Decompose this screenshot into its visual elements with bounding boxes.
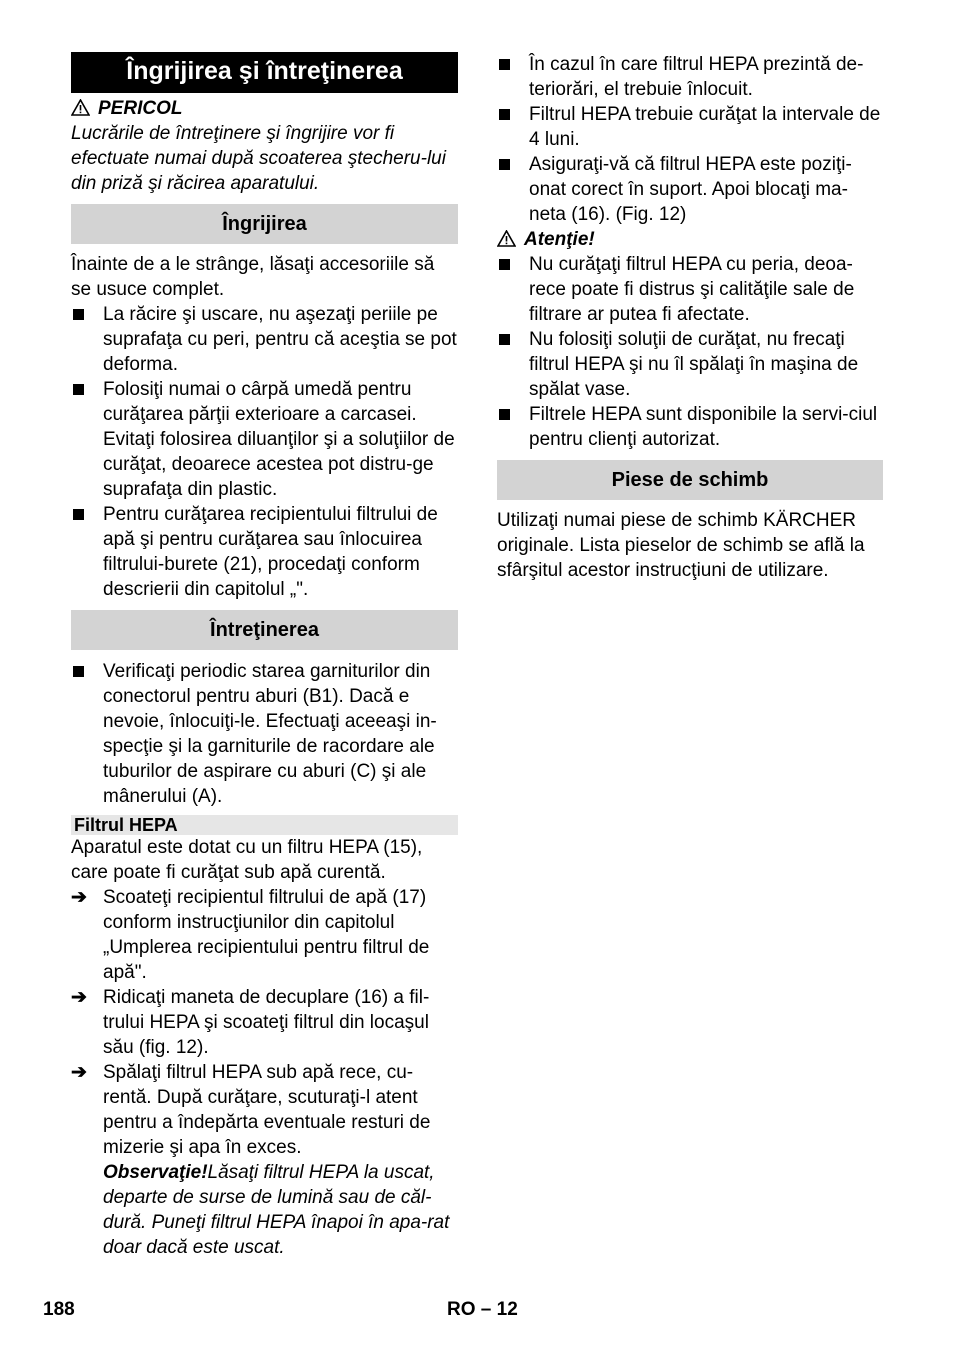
warning-triangle-icon <box>71 99 90 116</box>
bullet-square-icon <box>499 109 510 120</box>
note <box>71 1160 458 1260</box>
step-item: ➔ Ridicaţi maneta de decuplare (16) a fil-trului HEPA şi scoateţi filtrul din locaşul său (fig. 12). <box>71 987 430 1058</box>
bullet-square-icon <box>73 509 84 520</box>
list-item: Nu folosiţi soluţii de curăţat, nu frecaţi filtrul HEPA şi nu îl spălaţi în maşina de spălat vase. <box>497 327 883 402</box>
danger-label: PERICOL <box>98 98 183 119</box>
care-heading: Îngrijirea <box>71 204 458 244</box>
list-item: În cazul în care filtrul HEPA prezintă de-teriorări, el trebuie înlocuit. <box>497 52 883 102</box>
step-item: ➔ Scoateţi recipientul filtrului de apă (17) conform instrucţiunilor din capitolul „Umplerea recipientului pentru filtrul de apă". <box>71 887 430 983</box>
danger-text: Lucrările de întreţinere şi îngrijire vor fi efectuate numai după scoaterea ştecheru-lui din priză şi răcirea aparatului. <box>71 123 446 194</box>
bullet-square-icon <box>499 259 510 270</box>
arrow-right-icon: ➔ <box>71 887 87 908</box>
arrow-right-icon: ➔ <box>71 987 87 1008</box>
bullet-square-icon <box>499 159 510 170</box>
danger-warning <box>71 96 458 121</box>
left-column <box>71 52 458 1260</box>
care-intro: Înainte de a le strânge, lăsaţi accesoriile să se usuce complet. <box>71 254 435 300</box>
bullet-square-icon <box>73 309 84 320</box>
caution-warning <box>497 227 883 252</box>
bullet-square-icon <box>73 666 84 677</box>
arrow-right-icon: ➔ <box>71 1062 87 1083</box>
hepa-heading: Filtrul HEPA <box>71 815 458 835</box>
section-label: RO – 12 <box>447 1299 518 1320</box>
bullet-square-icon <box>499 334 510 345</box>
bullet-square-icon <box>499 409 510 420</box>
list-item: La răcire şi uscare, nu aşezaţi periile pe suprafaţa cu peri, pentru că aceştia se pot deforma. <box>71 302 458 377</box>
list-item: Pentru curăţarea recipientului filtrului de apă şi pentru curăţarea sau înlocuirea filtrului-burete (21), procedaţi conform descrierii din capitolul „". <box>71 502 458 602</box>
list-item: Nu curăţaţi filtrul HEPA cu peria, deoa-rece poate fi distrus şi calităţile sale de filtrare ar putea fi afectate. <box>497 252 883 327</box>
right-column <box>497 52 883 583</box>
list-item: Asiguraţi-vă că filtrul HEPA este poziţi-onat corect în suport. Apoi blocaţi ma-neta (16). (Fig. 12) <box>497 152 883 227</box>
note-text: Lăsaţi filtrul HEPA la uscat, departe de surse de lumină sau de căl-dură. Puneţi filtrul HEPA înapoi în apa-rat doar dacă este uscat. <box>103 1162 450 1258</box>
bullet-square-icon <box>499 59 510 70</box>
parts-text: Utilizaţi numai piese de schimb KÄRCHER originale. Lista pieselor de schimb se află la sfârşitul acestor instrucţiuni de utilizare. <box>497 510 865 581</box>
list-item: Filtrul HEPA trebuie curăţat la intervale de 4 luni. <box>497 102 883 152</box>
list-item: Verificaţi periodic starea garniturilor din conectorul pentru aburi (B1). Dacă e nevoie, înlocuiţi-le. Efectuaţi aceeaşi in-specţie şi la garniturile de racordare ale tuburilor de aspirare cu aburi (C) şi ale mânerului (A). <box>71 659 458 809</box>
step-item: ➔ Spălaţi filtrul HEPA sub apă rece, cu-rentă. După curăţare, scuturaţi-l atent pentru a îndepărta eventuale resturi de mizerie şi apa în exces. <box>71 1062 431 1158</box>
warning-triangle-icon <box>497 230 516 247</box>
caution-label: Atenţie! <box>524 229 595 250</box>
bullet-square-icon <box>73 384 84 395</box>
page-number: 188 <box>43 1299 75 1320</box>
list-item: Folosiţi numai o cârpă umedă pentru curăţarea părţii exterioare a carcasei. Evitaţi folosirea diluanţilor şi a soluţiilor de curăţat, deoarece acestea pot distru-ge suprafaţa din plastic. <box>71 377 458 502</box>
parts-heading: Piese de schimb <box>497 460 883 500</box>
hepa-intro: Aparatul este dotat cu un filtru HEPA (15), care poate fi curăţat sub apă curentă. <box>71 837 423 883</box>
page-title: Îngrijirea şi întreţinerea <box>71 52 458 93</box>
maintenance-heading: Întreţinerea <box>71 610 458 650</box>
list-item: Filtrele HEPA sunt disponibile la servi-ciul pentru clienţi autorizat. <box>497 402 883 452</box>
note-label: Observaţie! <box>103 1162 208 1183</box>
